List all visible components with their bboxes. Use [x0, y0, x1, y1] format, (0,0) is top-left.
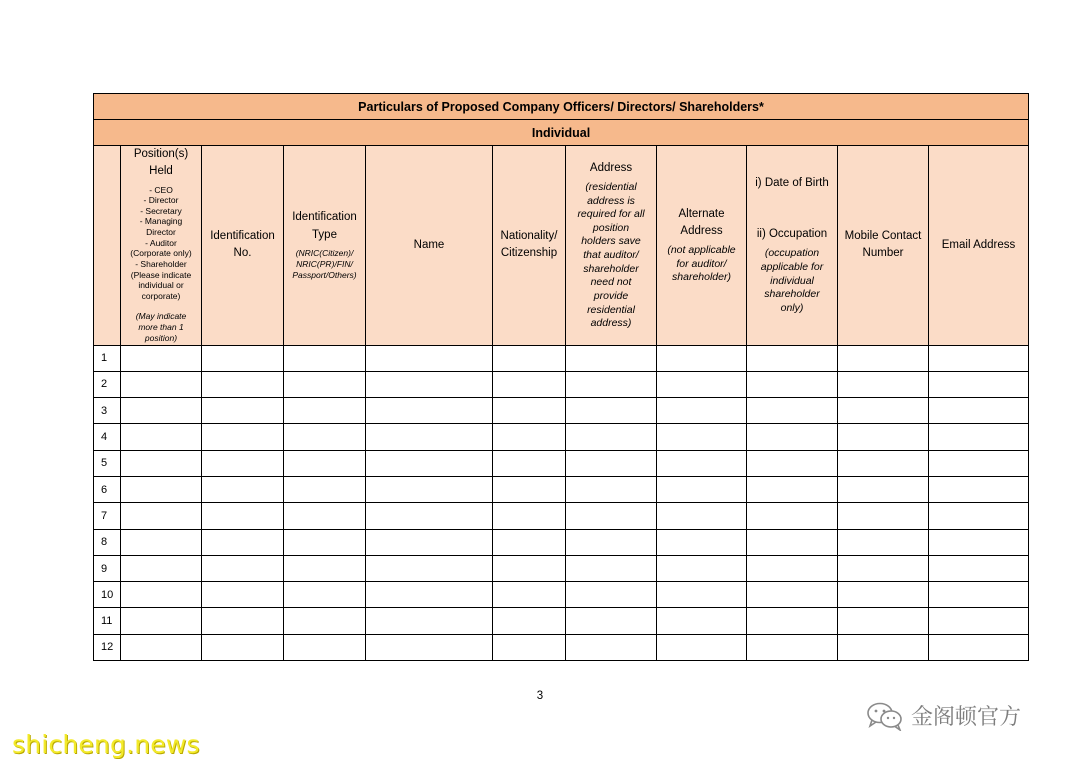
row-number: 9 [94, 555, 121, 581]
row-number: 12 [94, 634, 121, 660]
table-cell[interactable] [121, 503, 202, 529]
table-cell[interactable] [838, 582, 929, 608]
table-cell[interactable] [747, 608, 838, 634]
header-row [94, 146, 1029, 346]
table-cell[interactable] [566, 608, 657, 634]
table-cell[interactable] [493, 608, 566, 634]
table-cell[interactable] [747, 371, 838, 397]
table-cell[interactable] [838, 477, 929, 503]
table-row [94, 450, 1029, 476]
header-alternate-address: Alternate Address (not applicable for auditor/ shareholder) [657, 146, 747, 346]
page-number: 3 [536, 690, 544, 702]
row-number: 11 [94, 608, 121, 634]
table-cell[interactable] [747, 582, 838, 608]
table-cell[interactable] [493, 477, 566, 503]
table-cell[interactable] [657, 555, 747, 581]
table-cell[interactable] [838, 529, 929, 555]
table-cell[interactable] [284, 371, 366, 397]
table-cell[interactable] [493, 529, 566, 555]
table-cell[interactable] [929, 450, 1029, 476]
table-cell[interactable] [493, 424, 566, 450]
table-cell[interactable] [284, 345, 366, 371]
row-number: 6 [94, 477, 121, 503]
table-cell[interactable] [493, 398, 566, 424]
table-cell[interactable] [493, 450, 566, 476]
header-email: Email Address [929, 146, 1029, 346]
table-cell[interactable] [121, 529, 202, 555]
table-cell[interactable] [566, 529, 657, 555]
table-cell[interactable] [202, 398, 284, 424]
table-cell[interactable] [657, 345, 747, 371]
table-cell[interactable] [366, 555, 493, 581]
table-cell[interactable] [566, 477, 657, 503]
table-cell[interactable] [284, 503, 366, 529]
table-cell[interactable] [929, 529, 1029, 555]
table-cell[interactable] [929, 345, 1029, 371]
table-cell[interactable] [493, 555, 566, 581]
table-cell[interactable] [121, 608, 202, 634]
header-identification-type: Identification Type (NRIC(Citizen)/ NRIC(PR)/FIN/ Passport/Others) [284, 146, 366, 346]
table-cell[interactable] [202, 477, 284, 503]
table-cell[interactable] [493, 634, 566, 660]
table-cell[interactable] [747, 424, 838, 450]
table-row [94, 555, 1029, 581]
table-cell[interactable] [366, 371, 493, 397]
row-number: 8 [94, 529, 121, 555]
header-address: Address (residential address is required for all position holders save that auditor/ shareholder need not provide residential address) [566, 146, 657, 346]
table-cell[interactable] [657, 371, 747, 397]
table-cell[interactable] [747, 634, 838, 660]
table-cell[interactable] [566, 555, 657, 581]
table-cell[interactable] [838, 608, 929, 634]
table-subtitle: Individual [94, 120, 1029, 146]
table-cell[interactable] [747, 345, 838, 371]
table-cell[interactable] [284, 582, 366, 608]
table-cell[interactable] [838, 450, 929, 476]
table-cell[interactable] [657, 529, 747, 555]
table-cell[interactable] [838, 634, 929, 660]
table-cell[interactable] [202, 371, 284, 397]
header-identification-no: Identification No. [202, 146, 284, 346]
table-cell[interactable] [838, 424, 929, 450]
table-cell[interactable] [121, 555, 202, 581]
table-row [94, 608, 1029, 634]
table-cell[interactable] [202, 503, 284, 529]
table-cell[interactable] [747, 555, 838, 581]
table-cell[interactable] [838, 345, 929, 371]
table-cell[interactable] [493, 345, 566, 371]
wechat-account-label: 金阁顿官方 [911, 705, 1022, 730]
table-cell[interactable] [747, 398, 838, 424]
table-cell[interactable] [284, 477, 366, 503]
header-dob-occupation: i) Date of Birth ii) Occupation (occupation applicable for individual shareholder only) [747, 146, 838, 346]
table-cell[interactable] [202, 634, 284, 660]
table-row [94, 398, 1029, 424]
table-cell[interactable] [366, 398, 493, 424]
table-cell[interactable] [284, 555, 366, 581]
table-cell[interactable] [366, 582, 493, 608]
table-cell[interactable] [493, 503, 566, 529]
table-cell[interactable] [747, 450, 838, 476]
table-cell[interactable] [657, 424, 747, 450]
table-cell[interactable] [284, 424, 366, 450]
table-cell[interactable] [284, 398, 366, 424]
table-cell[interactable] [493, 371, 566, 397]
table-row [94, 345, 1029, 371]
table-cell[interactable] [747, 529, 838, 555]
table-cell[interactable] [657, 450, 747, 476]
row-number: 1 [94, 345, 121, 371]
table-cell[interactable] [121, 398, 202, 424]
table-cell[interactable] [929, 555, 1029, 581]
header-mobile-contact: Mobile Contact Number [838, 146, 929, 346]
table-body [94, 345, 1029, 661]
table-cell[interactable] [202, 608, 284, 634]
table-cell[interactable] [566, 634, 657, 660]
table-cell[interactable] [929, 608, 1029, 634]
table-cell[interactable] [929, 503, 1029, 529]
table-cell[interactable] [657, 582, 747, 608]
table-cell[interactable] [566, 424, 657, 450]
table-row [94, 582, 1029, 608]
header-position: Position(s) Held - CEO - Director - Secretary - Managing Director - Auditor (Corporate only) - Shareholder (Please indicate individual or corporate) (May indicate more than 1 position) [121, 146, 202, 346]
table-cell[interactable] [121, 634, 202, 660]
table-cell[interactable] [657, 398, 747, 424]
table-cell[interactable] [929, 582, 1029, 608]
table-cell[interactable] [657, 503, 747, 529]
table-cell[interactable] [657, 477, 747, 503]
table-cell[interactable] [747, 503, 838, 529]
table-cell[interactable] [566, 450, 657, 476]
table-cell[interactable] [121, 450, 202, 476]
table-cell[interactable] [838, 398, 929, 424]
table-cell[interactable] [493, 582, 566, 608]
wechat-watermark [865, 700, 1021, 731]
header-nationality: Nationality/ Citizenship [493, 146, 566, 346]
table-cell[interactable] [929, 634, 1029, 660]
table-cell[interactable] [366, 424, 493, 450]
table-cell[interactable] [929, 371, 1029, 397]
site-watermark: shicheng.news [12, 730, 200, 759]
table-cell[interactable] [202, 345, 284, 371]
table-cell[interactable] [121, 345, 202, 371]
table-cell[interactable] [202, 555, 284, 581]
officers-form [93, 93, 1028, 661]
table-cell[interactable] [566, 503, 657, 529]
table-cell[interactable] [366, 529, 493, 555]
row-number: 10 [94, 582, 121, 608]
row-number: 5 [94, 450, 121, 476]
table-cell[interactable] [284, 450, 366, 476]
wechat-icon [865, 701, 905, 731]
table-cell[interactable] [838, 371, 929, 397]
table-cell[interactable] [284, 634, 366, 660]
table-cell[interactable] [838, 503, 929, 529]
table-row [94, 503, 1029, 529]
officers-table [93, 93, 1029, 661]
table-cell[interactable] [566, 582, 657, 608]
table-cell[interactable] [566, 345, 657, 371]
table-cell[interactable] [202, 529, 284, 555]
table-cell[interactable] [202, 450, 284, 476]
table-row [94, 424, 1029, 450]
table-cell[interactable] [366, 450, 493, 476]
table-cell[interactable] [202, 582, 284, 608]
table-row [94, 477, 1029, 503]
table-row [94, 634, 1029, 660]
table-cell[interactable] [121, 371, 202, 397]
table-cell[interactable] [929, 424, 1029, 450]
table-row [94, 371, 1029, 397]
header-name: Name [366, 146, 493, 346]
table-cell[interactable] [366, 477, 493, 503]
row-number: 4 [94, 424, 121, 450]
table-cell[interactable] [366, 634, 493, 660]
table-cell[interactable] [121, 477, 202, 503]
table-row [94, 529, 1029, 555]
table-cell[interactable] [366, 608, 493, 634]
table-cell[interactable] [566, 398, 657, 424]
table-cell[interactable] [929, 398, 1029, 424]
table-cell[interactable] [284, 529, 366, 555]
table-cell[interactable] [929, 477, 1029, 503]
table-cell[interactable] [366, 503, 493, 529]
row-number: 2 [94, 371, 121, 397]
table-cell[interactable] [657, 634, 747, 660]
header-row-number [94, 146, 121, 346]
row-number: 7 [94, 503, 121, 529]
table-cell[interactable] [566, 371, 657, 397]
table-cell[interactable] [747, 477, 838, 503]
table-cell[interactable] [284, 608, 366, 634]
table-cell[interactable] [838, 555, 929, 581]
table-cell[interactable] [121, 424, 202, 450]
table-cell[interactable] [366, 345, 493, 371]
table-title: Particulars of Proposed Company Officers/ Directors/ Shareholders* [94, 94, 1029, 120]
table-cell[interactable] [202, 424, 284, 450]
table-cell[interactable] [657, 608, 747, 634]
table-cell[interactable] [121, 582, 202, 608]
row-number: 3 [94, 398, 121, 424]
